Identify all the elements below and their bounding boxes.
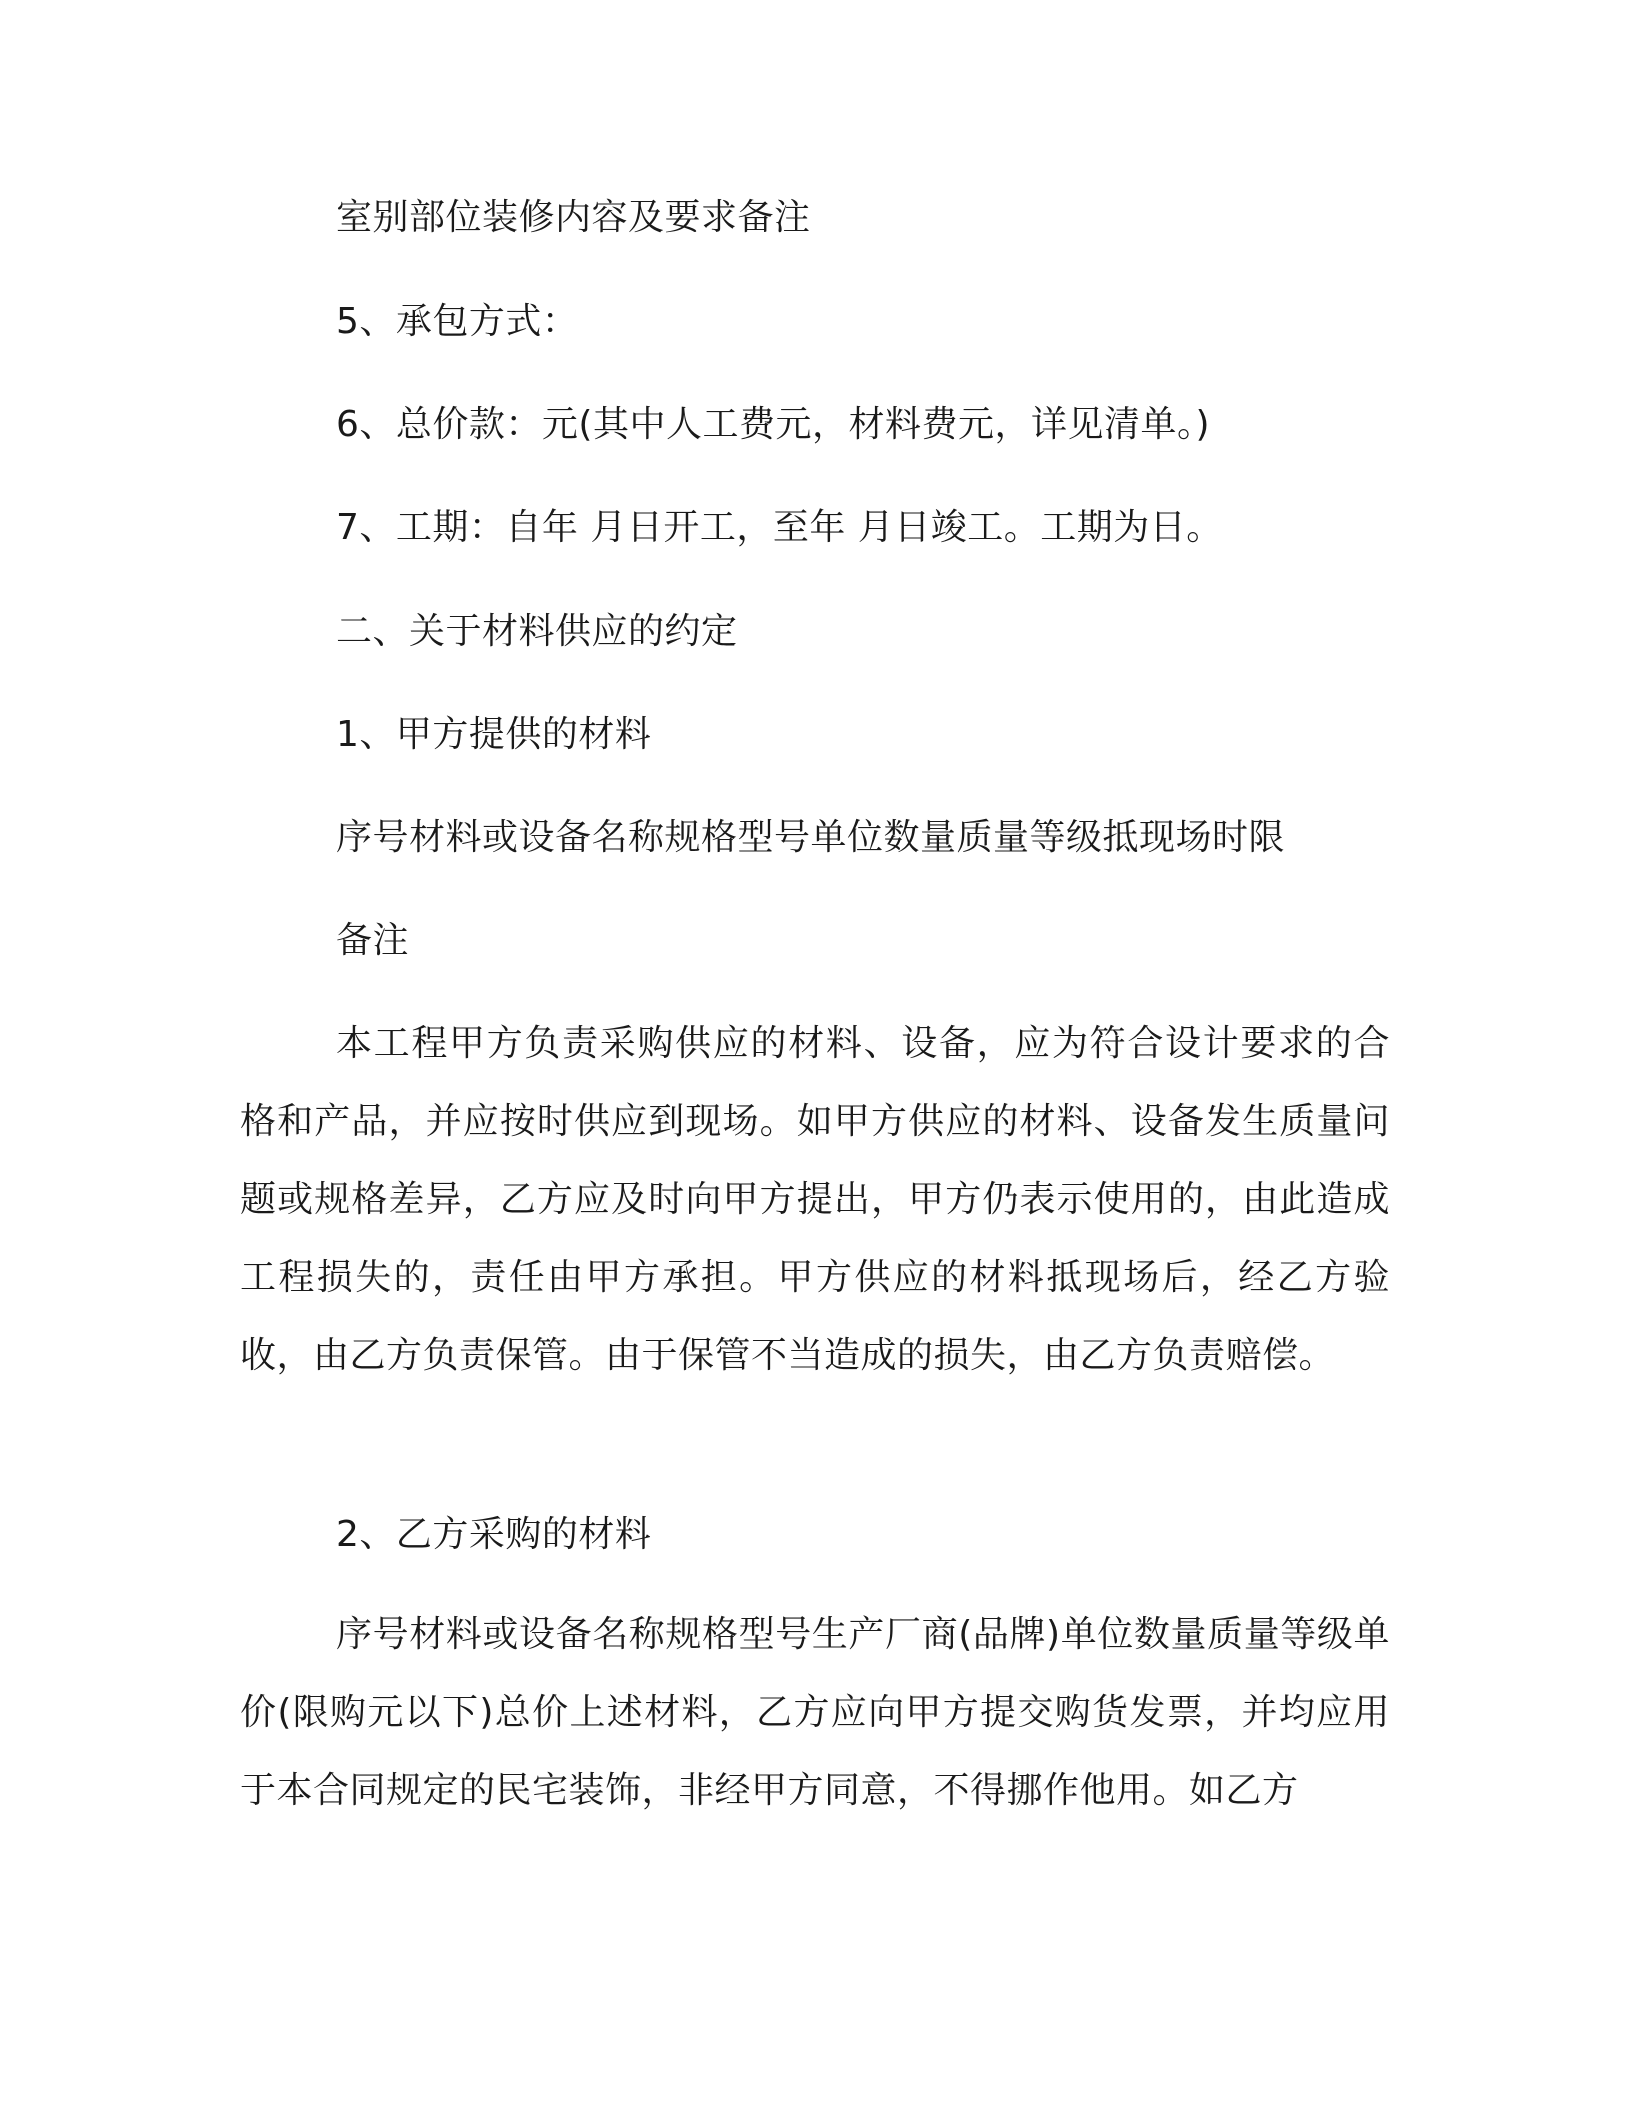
subheading-party-a-materials: 1、甲方提供的材料 [336,714,652,755]
subheading-party-b-materials: 2、乙方采购的材料 [336,1514,652,1555]
table-header-remarks: 备注 [336,920,410,961]
paragraph-party-a-responsibility: 本工程甲方负责采购供应的材料、设备，应为符合设计要求的合格和产品，并应按时供应到现场。如甲方供应的材料、设备发生质量问题或规格差异，乙方应及时向甲方提出，甲方仍表示使用的，由此造成工程损失的，责任由甲方承担。甲方供应的材料抵现场后，经乙方验收，由乙方负责保管。由于保管不当造成的损失，由乙方负责赔偿。 [240,1023,1390,1376]
line-contract-method: 5、承包方式： [336,301,579,342]
section-heading-materials: 二、关于材料供应的约定 [336,611,738,652]
line-total-price: 6、总价款：元(其中人工费元，材料费元，详见清单。) [336,404,1210,445]
table-header-party-a: 序号材料或设备名称规格型号单位数量质量等级抵现场时限 [336,817,1286,858]
line-room-parts: 室别部位装修内容及要求备注 [336,197,811,238]
paragraph-party-b-purchase: 序号材料或设备名称规格型号生产厂商(品牌)单位数量质量等级单价(限购元以下)总价上述材料，乙方应向甲方提交购货发票，并均应用于本合同规定的民宅装饰，非经甲方同意，不得挪作他用。如乙方 [240,1614,1390,1811]
line-duration: 7、工期：自年 月日开工，至年 月日竣工。工期为日。 [336,507,1223,548]
